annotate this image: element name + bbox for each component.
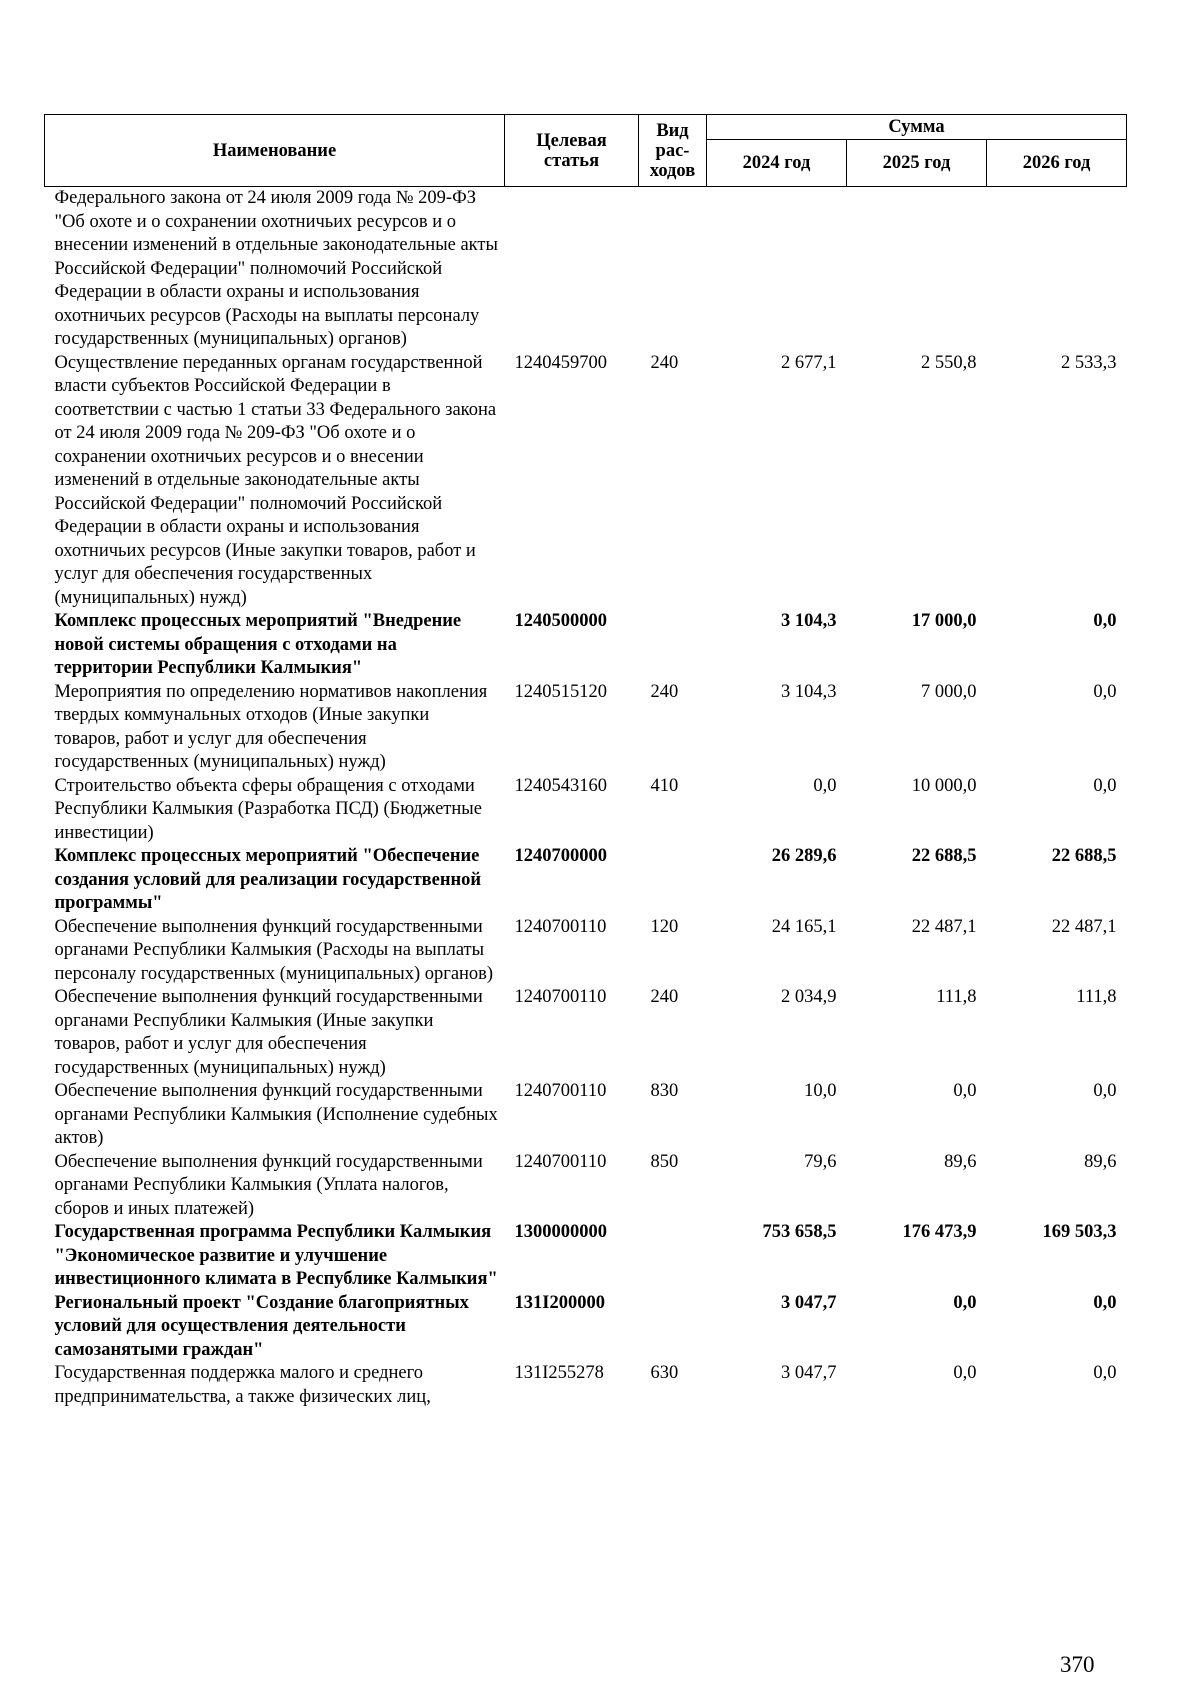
cell-2026: 0,0: [1093, 1292, 1117, 1313]
cell-2025: 0,0: [953, 1292, 977, 1313]
cell-2026: 2 533,3: [1061, 352, 1117, 373]
table-header: [45, 115, 1127, 187]
cell-2025: 0,0: [953, 1081, 977, 1101]
cell-2025: 22 487,1: [911, 916, 977, 937]
cell-2025: 89,6: [944, 1151, 977, 1172]
cell-kind: 240: [650, 352, 679, 373]
cell-name: Мероприятия по определению нормативов накопления твердых коммунальных отходов (Иные закупки товаров, работ и услуг для обеспечения государственных (муниципальных) нужд): [54, 681, 488, 772]
cell-target: 1240700000: [514, 846, 607, 866]
cell-2026: 111,8: [1076, 987, 1117, 1007]
cell-kind: 120: [650, 916, 679, 937]
table-row: [45, 1080, 1127, 1151]
table-row: [45, 845, 1127, 916]
cell-kind: 850: [650, 1151, 679, 1172]
cell-2024: 3 047,7: [781, 1292, 837, 1313]
table-row: [45, 916, 1127, 987]
cell-target: 1240700110: [514, 987, 607, 1007]
cell-2024: 3 047,7: [781, 1363, 837, 1383]
cell-2024: 3 104,3: [781, 681, 837, 702]
cell-2026: 22 688,5: [1051, 846, 1117, 866]
cell-kind: 240: [650, 987, 679, 1007]
cell-kind: 240: [650, 681, 679, 702]
cell-2025: 111,8: [936, 987, 977, 1007]
table-row: [45, 1292, 1127, 1363]
cell-kind: 630: [650, 1363, 679, 1383]
table-row: [45, 1151, 1127, 1222]
table-row: [45, 187, 1127, 352]
cell-kind: [639, 187, 707, 352]
cell-2026: 169 503,3: [1042, 1222, 1117, 1242]
header-target: Целевая статья: [505, 115, 639, 187]
table-row: [45, 352, 1127, 611]
cell-target: [505, 187, 639, 352]
cell-kind: [639, 1221, 707, 1292]
cell-name: Комплекс процессных мероприятий "Внедрение новой системы обращения с отходами на территории Республики Калмыкия": [54, 611, 462, 678]
header-name: Наименование: [45, 115, 505, 187]
page-number: 370: [1060, 1652, 1095, 1677]
budget-table: [44, 114, 1127, 1409]
cell-2025: 10 000,0: [911, 775, 977, 796]
cell-2024: 26 289,6: [771, 846, 837, 866]
cell-2024: [707, 187, 847, 352]
cell-target: 131I200000: [514, 1292, 605, 1313]
cell-2025: [847, 187, 987, 352]
cell-2026: 22 487,1: [1051, 916, 1117, 937]
cell-name: Обеспечение выполнения функций государственными органами Республики Калмыкия (Иные закупки товаров, работ и услуг для обеспечения государственных (муниципальных) нужд): [54, 987, 483, 1078]
cell-2024: 24 165,1: [771, 916, 837, 937]
cell-2026: 0,0: [1093, 681, 1117, 702]
cell-name: Федерального закона от 24 июля 2009 года № 209-ФЗ "Об охоте и о сохранении охотничьих ресурсов и о внесении изменений в отдельные законодательные акты Российской Федерации" полномочий Российской Федерации в области охраны и использования охотничьих ресурсов (Расходы на выплаты персоналу государственных (муниципальных) органов): [54, 188, 498, 349]
cell-name: Комплекс процессных мероприятий "Обеспечение создания условий для реализации государственной программы": [54, 846, 482, 913]
cell-name: Государственная поддержка малого и среднего предпринимательства, а также физических лиц,: [54, 1363, 431, 1407]
cell-2026: [987, 187, 1127, 352]
cell-2026: 0,0: [1093, 1081, 1117, 1101]
cell-2025: 22 688,5: [911, 846, 977, 866]
cell-2024: 2 677,1: [781, 352, 837, 373]
cell-kind: 410: [650, 775, 679, 796]
cell-target: 1240500000: [514, 611, 607, 631]
cell-name: Осуществление переданных органам государственной власти субъектов Российской Федерации в соответствии с частью 1 статьи 33 Федерального закона от 24 июля 2009 года № 209-ФЗ "Об охоте и о сохранении охотничьих ресурсов и о внесении изменений в отдельные законодательные акты Российской Федерации" полномочий Российской Федерации в области охраны и использования охотничьих ресурсов (Иные закупки товаров, работ и услуг для обеспечения государственных (муниципальных) нужд): [54, 352, 497, 608]
cell-2025: 176 473,9: [902, 1222, 977, 1242]
table-row: [45, 986, 1127, 1080]
cell-name: Региональный проект "Создание благоприятных условий для осуществления деятельности самозанятыми граждан": [54, 1292, 469, 1360]
cell-target: 1240700110: [514, 1081, 607, 1101]
table-body: [45, 187, 1127, 1410]
cell-target: 1240515120: [514, 681, 607, 702]
cell-target: 1240700110: [514, 916, 607, 937]
cell-2025: 2 550,8: [921, 352, 977, 373]
cell-target: 1240543160: [514, 775, 607, 796]
cell-2024: 10,0: [804, 1081, 837, 1101]
header-year-2024: 2024 год: [707, 140, 847, 187]
cell-2024: 753 658,5: [762, 1222, 837, 1242]
header-year-2025: 2025 год: [847, 140, 987, 187]
cell-target: 131I255278: [514, 1363, 604, 1383]
cell-name: Строительство объекта сферы обращения с отходами Республики Калмыкия (Разработка ПСД) (Бюджетные инвестиции): [54, 775, 482, 843]
header-year-2026: 2026 год: [987, 140, 1127, 187]
cell-target: 1300000000: [514, 1222, 607, 1242]
cell-2026: 89,6: [1084, 1151, 1117, 1172]
cell-name: Государственная программа Республики Калмыкия "Экономическое развитие и улучшение инвестиционного климата в Республике Калмыкия": [54, 1222, 498, 1289]
cell-name: Обеспечение выполнения функций государственными органами Республики Калмыкия (Уплата налогов, сборов и иных платежей): [54, 1151, 483, 1219]
cell-kind: 830: [650, 1081, 679, 1101]
table-row: [45, 1362, 1127, 1409]
cell-2026: 0,0: [1093, 775, 1117, 796]
cell-2024: 2 034,9: [781, 987, 837, 1007]
cell-2026: 0,0: [1093, 611, 1117, 631]
cell-2026: 0,0: [1093, 1363, 1117, 1383]
cell-target: 1240459700: [514, 352, 607, 373]
cell-2025: 0,0: [953, 1363, 977, 1383]
table-row: [45, 1221, 1127, 1292]
cell-name: Обеспечение выполнения функций государственными органами Республики Калмыкия (Исполнение судебных актов): [54, 1081, 498, 1148]
header-kind: Вид рас-ходов: [639, 115, 707, 187]
table-row: [45, 775, 1127, 846]
table-row: [45, 610, 1127, 681]
cell-2024: 3 104,3: [781, 611, 837, 631]
header-sum: Сумма: [707, 115, 1127, 140]
cell-2024: 79,6: [804, 1151, 837, 1172]
cell-kind: [639, 610, 707, 681]
table-row: [45, 681, 1127, 775]
cell-2025: 7 000,0: [921, 681, 977, 702]
cell-target: 1240700110: [514, 1151, 607, 1172]
cell-2025: 17 000,0: [911, 611, 977, 631]
cell-kind: [639, 845, 707, 916]
cell-name: Обеспечение выполнения функций государственными органами Республики Калмыкия (Расходы на выплаты персоналу государственных (муниципальных) органов): [54, 916, 494, 984]
cell-kind: [639, 1292, 707, 1363]
cell-2024: 0,0: [813, 775, 837, 796]
